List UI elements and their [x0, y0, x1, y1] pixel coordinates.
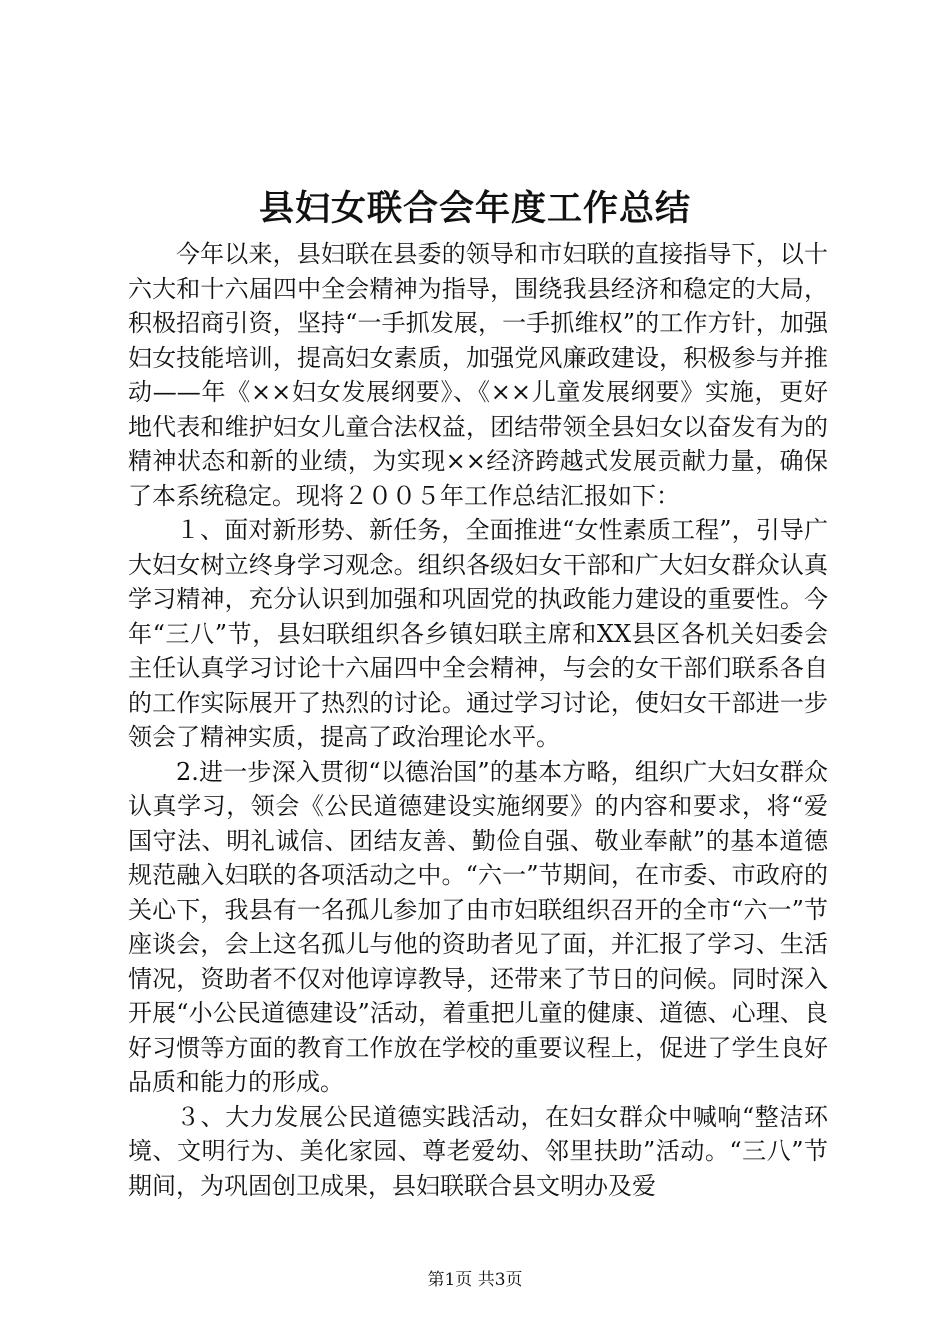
paragraph-intro: 今年以来，县妇联在县委的领导和市妇联的直接指导下，以十六大和十六届四中全会精神为指导，围绕我县经济和稳定的大局，积极招商引资，坚持“一手抓发展，一手抓维权”的工作方针，加强妇女技能培训，提高妇女素质，加强党风廉政建设，积极参与并推动——年《××妇女发展纲要》、《××儿童发展纲要》实施，更好地代表和维护妇女儿童合法权益，团结带领全县妇女以奋发有为的精神状态和新的业绩，为实现××经济跨越式发展贡献力量，确保了本系统稳定。现将２００５年工作总结汇报如下： — [128, 240, 828, 510]
paragraph-section-3: ３、大力发展公民道德实践活动，在妇女群众中喊响“整洁环境、文明行为、美化家园、尊老爱幼、邻里扶助”活动。“三八”节期间，为巩固创卫成果，县妇联联合县文明办及爱 — [128, 1102, 828, 1200]
document-body — [128, 237, 828, 1203]
paragraph-section-1: １、面对新形势、新任务，全面推进“女性素质工程”，引导广大妇女树立终身学习观念。组织各级妇女干部和广大妇女群众认真学习精神，充分认识到加强和巩固党的执政能力建设的重要性。今年“三八”节，县妇联组织各乡镇妇联主席和XX县区各机关妇委会主任认真学习讨论十六届四中全会精神，与会的女干部们联系各自的工作实际展开了热烈的讨论。通过学习讨论，使妇女干部进一步领会了精神实质，提高了政治理论水平。 — [128, 516, 828, 751]
page-footer: 第1页 共3页 — [427, 1270, 523, 1290]
paragraph-section-2: 2.进一步深入贯彻“以德治国”的基本方略，组织广大妇女群众认真学习，领会《公民道德建设实施纲要》的内容和要求，将“爱国守法、明礼诚信、团结友善、勤俭自强、敬业奉献”的基本道德规范融入妇联的各项活动之中。“六一”节期间，在市委、市政府的关心下，我县有一名孤儿参加了由市妇联组织召开的全市“六一”节座谈会，会上这名孤儿与他的资助者见了面，并汇报了学习、生活情况，资助者不仅对他谆谆教导，还带来了节日的问候。同时深入开展“小公民道德建设”活动，着重把儿童的健康、道德、心理、良好习惯等方面的教育工作放在学校的重要议程上，促进了学生良好品质和能力的形成。 — [128, 757, 828, 1096]
document-title: 县妇女联合会年度工作总结 — [258, 188, 691, 229]
